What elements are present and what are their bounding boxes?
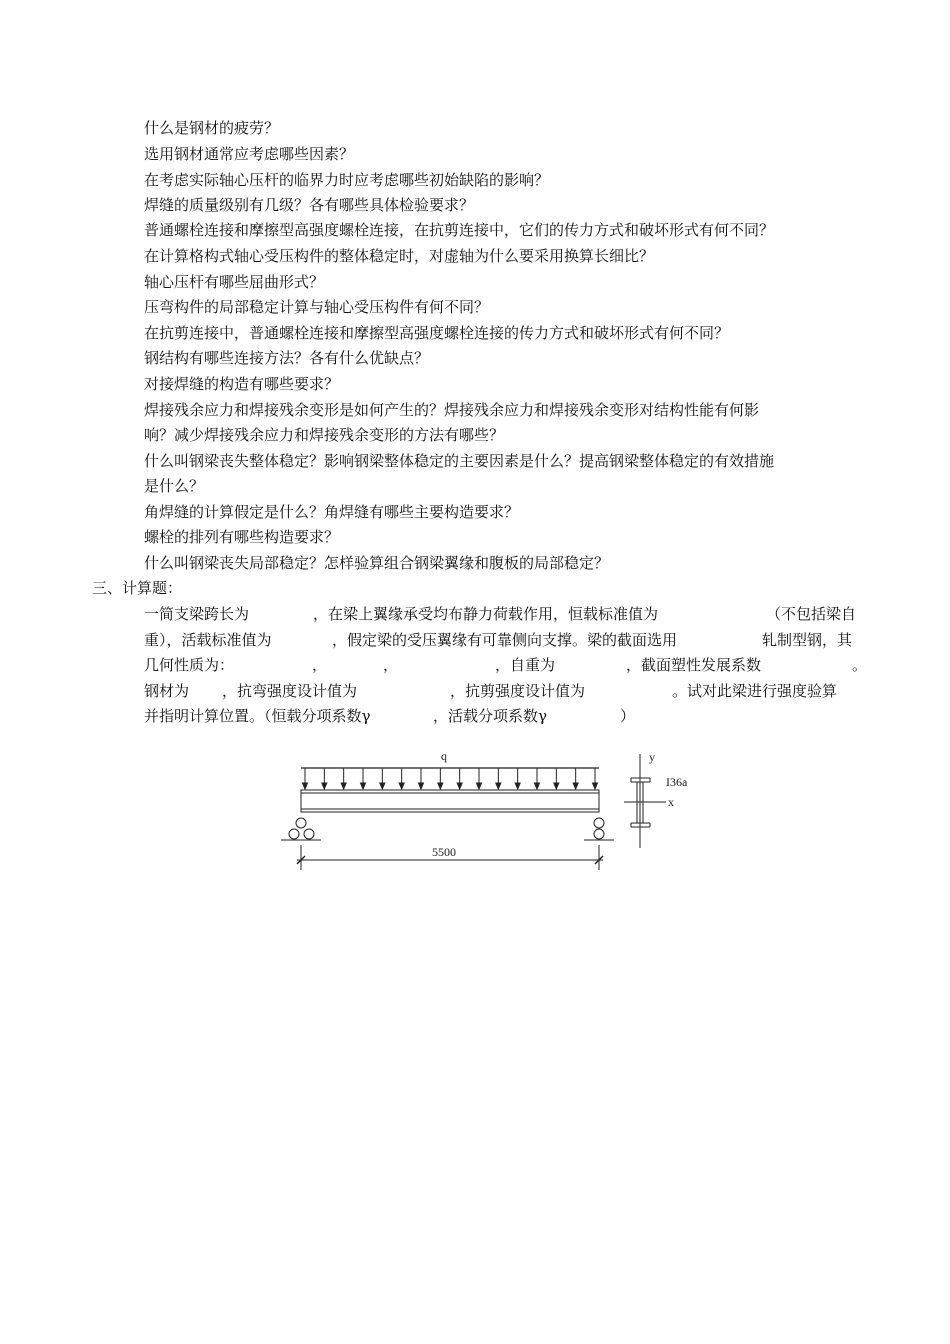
question-9: 在抗剪连接中，普通螺栓连接和摩擦型高强度螺栓连接的传力方式和破坏形式有何不同？ [144, 324, 730, 342]
question-1: 什么是钢材的疲劳？ [144, 119, 280, 137]
problem-text: 。试对此梁进行强度验算 [672, 682, 838, 700]
load-arrow-head [554, 783, 559, 789]
load-arrow-head [322, 783, 327, 789]
question-10: 钢结构有哪些连接方法？各有什么优缺点？ [144, 349, 430, 367]
question-11: 对接焊缝的构造有哪些要求？ [144, 375, 340, 393]
i-section [624, 754, 666, 848]
load-arrow-head [438, 783, 443, 789]
question-6: 在计算格构式轴心受压构件的整体稳定时，对虚轴为什么要采用换算长细比？ [144, 247, 655, 265]
load-arrow-head [593, 783, 598, 789]
problem-text: 一简支梁跨长为 [144, 605, 250, 623]
right-support [584, 818, 614, 840]
load-arrow-head [399, 783, 404, 789]
question-13: 什么叫钢梁丧失整体稳定？影响钢梁整体稳定的主要因素是什么？提高钢梁整体稳定的有效措施 [144, 452, 775, 470]
question-16: 什么叫钢梁丧失局部稳定？怎样验算组合钢梁翼缘和腹板的局部稳定？ [144, 554, 610, 572]
question-12: 焊接残余应力和焊接残余变形是如何产生的？焊接残余应力和焊接残余变形对结构性能有何影 [144, 401, 760, 419]
question-5: 普通螺栓连接和摩擦型高强度螺栓连接，在抗剪连接中，它们的传力方式和破坏形式有何不同？ [144, 221, 775, 239]
load-arrow-head [341, 783, 346, 789]
section-title: 三、计算题： [92, 579, 183, 597]
load-arrow-head [573, 783, 578, 789]
problem-text: 重），活载标准值为 [144, 631, 272, 649]
load-arrow-head [535, 783, 540, 789]
problem-text: ，自重为 [495, 656, 556, 674]
problem-text: ， [312, 656, 328, 674]
load-arrow-head [515, 783, 520, 789]
problem-text: 钢材为 [144, 682, 190, 700]
y-axis-label: y [649, 750, 655, 764]
problem-text: ，抗弯强度设计值为 [222, 682, 358, 700]
beam-top-flange [301, 790, 599, 793]
load-arrow-head [380, 783, 385, 789]
span-label: 5500 [432, 845, 456, 859]
problem-text: 轧制型钢，其 [762, 631, 853, 649]
load-arrow-head [361, 783, 366, 789]
problem-text: 并指明计算位置。（恒载分项系数γ [144, 707, 371, 725]
load-arrows [303, 768, 598, 789]
problem-text: ，活载分项系数γ [433, 707, 547, 725]
question-2: 选用钢材通常应考虑哪些因素？ [144, 145, 355, 163]
problem-text: 几何性质为： [144, 656, 235, 674]
beam-bottom-flange [301, 809, 599, 812]
left-support [281, 818, 321, 840]
load-arrow-head [419, 783, 424, 789]
problem-text: （不包括梁自 [766, 605, 857, 623]
problem-text: ，假定梁的受压翼缘有可靠侧向支撑。梁的截面选用 [332, 631, 678, 649]
question-14: 角焊缝的计算假定是什么？角焊缝有哪些主要构造要求？ [144, 503, 520, 521]
question-7: 轴心压杆有哪些屈曲形式？ [144, 273, 325, 291]
load-arrow-head [457, 783, 462, 789]
problem-text: ， [383, 656, 399, 674]
problem-text: 。 [852, 656, 868, 674]
question-4: 焊缝的质量级别有几级？各有哪些具体检验要求？ [144, 196, 475, 214]
load-arrow-head [477, 783, 482, 789]
question-15: 螺栓的排列有哪些构造要求？ [144, 528, 340, 546]
problem-text: ，抗剪强度设计值为 [450, 682, 586, 700]
problem-text: ，在梁上翼缘承受均布静力荷载作用，恒载标准值为 [313, 605, 659, 623]
load-label: q [441, 749, 447, 763]
question-13-cont: 是什么？ [144, 477, 205, 495]
question-3: 在考虑实际轴心压杆的临界力时应考虑哪些初始缺陷的影响？ [144, 171, 550, 189]
problem-text: ，截面塑性发展系数 [626, 656, 762, 674]
question-12-cont: 响？减少焊接残余应力和焊接残余变形的方法有哪些？ [144, 426, 505, 444]
section-label: I36a [666, 775, 688, 789]
load-arrow-head [303, 783, 308, 789]
problem-text: ） [620, 707, 636, 725]
load-arrow-head [496, 783, 501, 789]
question-8: 压弯构件的局部稳定计算与轴心受压构件有何不同？ [144, 298, 490, 316]
x-axis-label: x [668, 795, 674, 809]
